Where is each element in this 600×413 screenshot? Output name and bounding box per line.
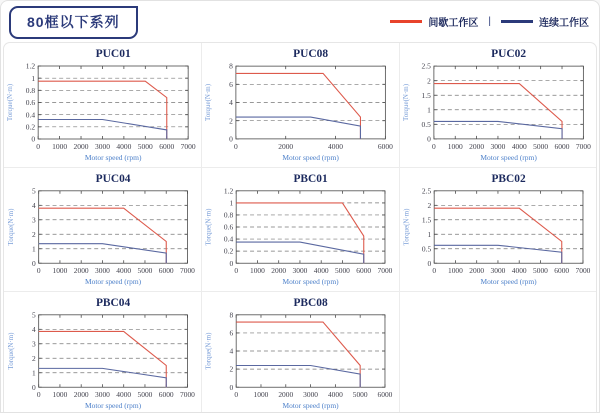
x-tick-label: 3000 (94, 142, 110, 151)
chart-puc02 (400, 43, 596, 167)
x-tick-label: 6000 (356, 266, 372, 276)
chart-pbc04 (4, 292, 201, 412)
x-tick-label: 5000 (137, 142, 153, 151)
y-tick-label: 4 (31, 200, 36, 210)
x-tick-label: 0 (234, 266, 239, 276)
y-axis-label: Torque(N·m) (402, 208, 411, 246)
chart-puc01 (4, 43, 201, 167)
y-tick-label: 4 (31, 324, 36, 334)
y-tick-label: 3 (31, 215, 36, 225)
x-tick-label: 6000 (378, 141, 394, 151)
y-tick-label: 0 (31, 258, 36, 268)
x-tick-label: 5000 (335, 266, 351, 276)
y-tick-label: 1 (31, 73, 36, 83)
intermittent-zone-line (434, 84, 562, 139)
y-tick-label: 0.5 (421, 244, 431, 254)
x-tick-label: 1000 (52, 142, 68, 151)
y-tick-label: 3 (31, 339, 36, 349)
legend-label: 间歇工作区 (428, 17, 479, 29)
y-tick-label: 4 (229, 98, 234, 108)
x-tick-label: 1000 (52, 266, 68, 276)
x-tick-label: 0 (234, 390, 239, 400)
x-axis-label: Motor speed (rpm) (480, 152, 537, 162)
y-tick-label: 4 (229, 346, 234, 356)
x-axis-label: Motor speed (rpm) (84, 153, 142, 162)
header (1, 1, 599, 41)
x-tick-label: 1000 (250, 266, 266, 276)
legend-item-continuous (501, 14, 589, 29)
x-tick-label: 3000 (292, 266, 308, 276)
chart-cell-pbc01 (201, 167, 398, 291)
x-tick-label: 0 (36, 390, 41, 400)
y-tick-label: 0 (229, 134, 234, 144)
x-tick-label: 6000 (158, 390, 174, 400)
x-tick-label: 4000 (116, 390, 132, 400)
plot-box (434, 66, 583, 139)
x-tick-label: 4000 (116, 142, 132, 151)
chart-pbc08 (202, 292, 398, 412)
chart-title: PUC08 (293, 48, 329, 61)
plot-box (39, 191, 188, 263)
x-tick-label: 4000 (511, 141, 527, 151)
y-tick-label: 2.5 (421, 186, 431, 196)
chart-cell-puc08 (201, 43, 398, 167)
x-axis-label: Motor speed (rpm) (85, 401, 142, 411)
y-tick-label: 0.6 (224, 222, 234, 232)
x-tick-label: 0 (36, 142, 41, 151)
y-tick-label: 0 (229, 258, 234, 268)
y-tick-label: 0.2 (224, 246, 234, 256)
x-tick-label: 7000 (180, 390, 195, 400)
continuous-zone-line (237, 242, 365, 263)
x-tick-label: 4000 (511, 266, 527, 276)
chart-puc08 (202, 43, 398, 167)
x-tick-label: 1000 (447, 266, 463, 276)
x-tick-label: 4000 (328, 390, 344, 400)
y-tick-label: 0 (426, 134, 431, 144)
x-tick-label: 1000 (447, 141, 463, 151)
x-tick-label: 0 (234, 141, 239, 151)
y-tick-label: 0.4 (224, 234, 234, 244)
x-axis-label: Motor speed (rpm) (282, 152, 340, 162)
x-tick-label: 5000 (137, 266, 153, 276)
chart-cell-puc02 (399, 43, 596, 167)
x-axis-label: Motor speed (rpm) (282, 401, 339, 411)
y-tick-label: 1.5 (421, 90, 431, 100)
x-tick-label: 3000 (95, 390, 110, 400)
chart-cell-puc01 (4, 43, 201, 167)
chart-cell-puc04 (4, 167, 201, 291)
chart-cell-pbc04 (4, 291, 201, 412)
y-tick-label: 0.2 (25, 122, 36, 132)
x-tick-label: 2000 (278, 390, 294, 400)
y-tick-label: 2 (31, 353, 36, 363)
chart-pbc01 (202, 168, 398, 291)
y-tick-label: 1 (229, 198, 234, 208)
y-tick-label: 2 (229, 116, 234, 126)
x-axis-label: Motor speed (rpm) (282, 277, 339, 287)
y-tick-label: 0.6 (25, 98, 36, 108)
x-tick-label: 2000 (278, 141, 294, 151)
y-tick-label: 2 (229, 364, 234, 374)
y-tick-label: 2 (31, 229, 36, 239)
chart-pbc02 (400, 168, 596, 291)
y-tick-label: 2 (427, 200, 431, 210)
continuous-zone-line (237, 366, 361, 388)
x-tick-label: 3000 (95, 266, 110, 276)
y-tick-label: 2.5 (421, 61, 431, 71)
y-tick-label: 6 (229, 79, 234, 89)
y-tick-label: 0.5 (421, 119, 431, 129)
x-tick-label: 6000 (158, 266, 174, 276)
chart-title: PBC08 (293, 296, 329, 309)
x-tick-label: 0 (36, 266, 41, 276)
x-tick-label: 5000 (532, 266, 548, 276)
intermittent-zone-line (38, 81, 167, 139)
chart-title: PBC02 (491, 172, 526, 185)
x-tick-label: 5000 (137, 390, 153, 400)
y-tick-label: 2 (426, 76, 431, 86)
x-tick-label: 4000 (328, 141, 344, 151)
continuous-zone-line (236, 117, 361, 139)
y-tick-label: 0.8 (25, 85, 36, 95)
x-tick-label: 7000 (575, 141, 591, 151)
chart-grid (3, 42, 597, 412)
y-tick-label: 1.2 (224, 186, 234, 196)
y-axis-label: Torque(N·m) (204, 83, 213, 122)
chart-cell-pbc08 (201, 291, 398, 412)
x-tick-label: 7000 (180, 266, 195, 276)
x-tick-label: 5000 (532, 141, 548, 151)
x-tick-label: 5000 (353, 390, 368, 400)
y-tick-label: 8 (229, 61, 234, 71)
y-axis-label: Torque(N·m) (204, 332, 213, 370)
y-tick-label: 0 (31, 382, 36, 392)
empty-cell (399, 291, 596, 412)
x-tick-label: 2000 (73, 390, 89, 400)
x-tick-label: 4000 (116, 266, 132, 276)
plot-box (39, 315, 188, 387)
intermittent-zone-line (236, 73, 361, 138)
x-tick-label: 4000 (314, 266, 329, 276)
y-tick-label: 5 (31, 310, 36, 320)
intermittent-zone-line (237, 203, 365, 263)
x-tick-label: 6000 (377, 390, 393, 400)
y-axis-label: Torque(N·m) (6, 208, 15, 246)
y-tick-label: 1 (31, 368, 36, 378)
chart-title: PBC04 (95, 296, 131, 309)
y-tick-label: 1.5 (421, 215, 431, 225)
x-tick-label: 0 (431, 266, 436, 276)
y-axis-label: Torque(N·m) (6, 83, 15, 122)
chart-title: PBC01 (293, 172, 329, 185)
chart-cell-pbc02 (399, 167, 596, 291)
chart-title: PUC01 (95, 48, 131, 60)
x-axis-label: Motor speed (rpm) (480, 277, 537, 287)
intermittent-line-swatch (390, 20, 422, 23)
y-axis-label: Torque(N·m) (6, 332, 15, 370)
x-tick-label: 1000 (52, 390, 68, 400)
legend (390, 14, 589, 29)
y-tick-label: 0 (31, 134, 36, 144)
y-axis-label: Torque(N·m) (401, 83, 410, 122)
intermittent-zone-line (39, 208, 167, 263)
intermittent-zone-line (434, 208, 562, 263)
x-tick-label: 2000 (468, 266, 484, 276)
x-tick-label: 3000 (490, 266, 506, 276)
y-tick-label: 0 (427, 258, 431, 268)
legend-separator: | (488, 15, 491, 27)
legend-label: 连续工作区 (539, 17, 589, 29)
page-title-badge: 80框以下系列 (9, 6, 138, 39)
y-tick-label: 1 (427, 229, 431, 239)
x-axis-label: Motor speed (rpm) (85, 277, 142, 287)
x-tick-label: 7000 (180, 142, 196, 151)
chart-puc04 (4, 168, 201, 291)
chart-title: PUC04 (95, 172, 131, 185)
legend-item-intermittent (390, 14, 478, 29)
y-tick-label: 0.4 (25, 110, 36, 120)
x-tick-label: 6000 (159, 142, 175, 151)
continuous-line-swatch (501, 20, 533, 23)
x-tick-label: 6000 (553, 266, 569, 276)
x-tick-label: 7000 (377, 266, 393, 276)
x-tick-label: 2000 (73, 142, 89, 151)
y-tick-label: 1 (31, 244, 36, 254)
y-tick-label: 1.2 (25, 61, 36, 71)
y-tick-label: 1 (426, 105, 431, 115)
y-tick-label: 0.8 (224, 210, 234, 220)
y-axis-label: Torque(N·m) (204, 208, 213, 246)
x-tick-label: 0 (431, 141, 436, 151)
y-tick-label: 0 (229, 382, 234, 392)
x-tick-label: 2000 (271, 266, 287, 276)
chart-title: PUC02 (490, 48, 526, 61)
x-tick-label: 3000 (303, 390, 319, 400)
x-tick-label: 3000 (490, 141, 506, 151)
y-tick-label: 8 (229, 310, 234, 320)
x-tick-label: 2000 (73, 266, 89, 276)
intermittent-zone-line (237, 322, 361, 387)
x-tick-label: 6000 (554, 141, 570, 151)
x-tick-label: 2000 (468, 141, 484, 151)
x-tick-label: 7000 (575, 266, 591, 276)
intermittent-zone-line (39, 331, 167, 387)
x-tick-label: 1000 (253, 390, 269, 400)
y-tick-label: 6 (229, 328, 234, 338)
y-tick-label: 5 (31, 186, 36, 196)
